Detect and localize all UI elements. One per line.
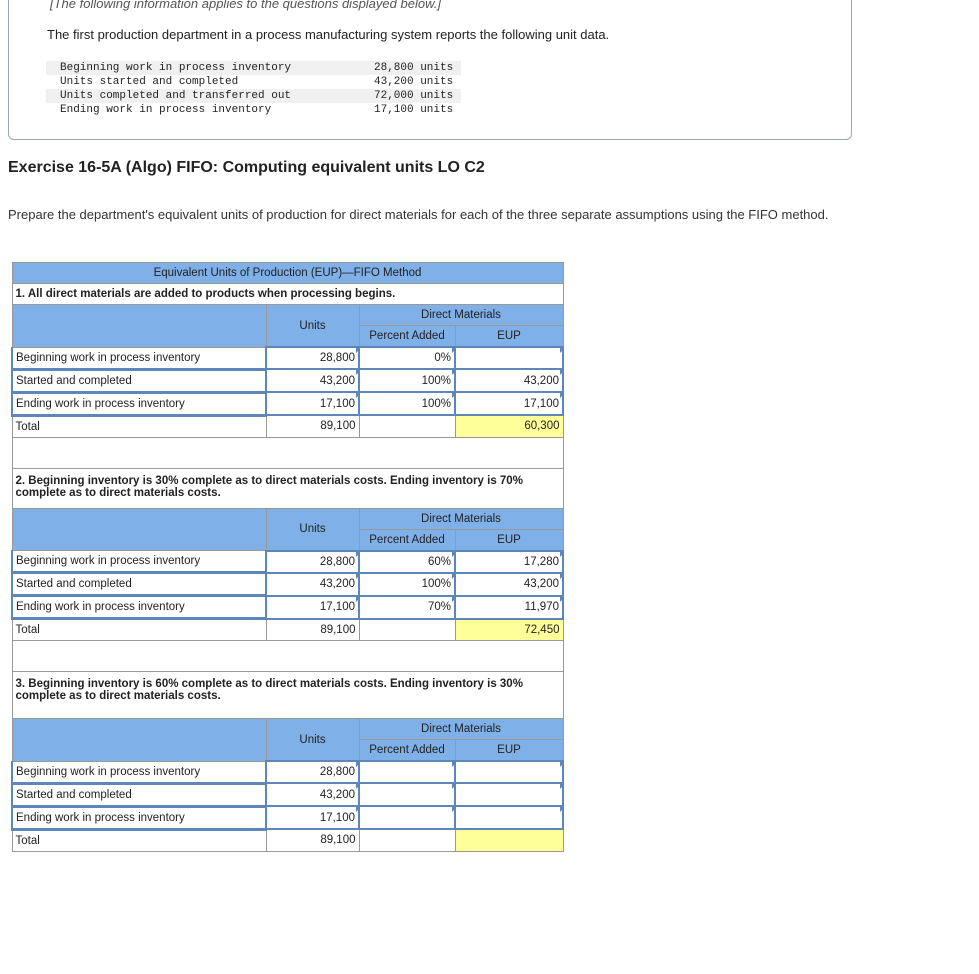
row-label: Beginning work in process inventory — [12, 761, 266, 783]
units-input[interactable]: 43,200 — [266, 369, 359, 392]
col-dm-header: Direct Materials — [359, 719, 563, 740]
eup-total — [455, 829, 563, 851]
eup-input[interactable] — [455, 806, 563, 829]
header-blank — [12, 305, 266, 348]
blank-cell — [359, 619, 455, 641]
eup-input[interactable]: 43,200 — [455, 369, 563, 392]
table-row — [12, 415, 563, 437]
eup-input[interactable] — [455, 783, 563, 806]
pct-input[interactable]: 0% — [359, 347, 455, 369]
table-row — [12, 783, 563, 806]
row-label: Started and completed — [12, 783, 266, 806]
pct-input[interactable]: 100% — [359, 573, 455, 596]
pct-input[interactable] — [359, 783, 455, 806]
col-units-header: Units — [266, 719, 359, 762]
question-3-text: 3. Beginning inventory is 60% complete as to direct materials costs. Ending inventory is 30% complete as to direct materials costs. — [12, 672, 563, 719]
pct-input[interactable]: 70% — [359, 596, 455, 619]
table-row — [12, 829, 563, 851]
units-input[interactable]: 17,100 — [266, 392, 359, 415]
unit-data-row — [46, 61, 461, 75]
col-pct-header: Percent Added — [359, 326, 455, 348]
units-input[interactable]: 43,200 — [266, 783, 359, 806]
eup-input[interactable] — [455, 347, 563, 369]
row-label: Started and completed — [12, 369, 266, 392]
table-row — [12, 573, 563, 596]
eup-input[interactable]: 17,280 — [455, 551, 563, 573]
spacer — [12, 641, 563, 672]
eup-worksheet — [11, 262, 564, 852]
units-total: 89,100 — [266, 415, 359, 437]
col-eup-header: EUP — [455, 326, 563, 348]
col-dm-header: Direct Materials — [359, 305, 563, 326]
table-row — [12, 596, 563, 619]
col-pct-header: Percent Added — [359, 740, 455, 762]
unit-data-value: 28,800 units — [374, 62, 454, 74]
header-blank — [12, 508, 266, 551]
eup-total: 72,450 — [455, 619, 563, 641]
row-label: Ending work in process inventory — [12, 596, 266, 619]
total-label: Total — [12, 829, 266, 851]
eup-input[interactable] — [455, 761, 563, 783]
table-row — [12, 551, 563, 573]
pct-input[interactable] — [359, 806, 455, 829]
unit-data-label: Units completed and transferred out — [60, 90, 292, 102]
unit-data-row — [46, 103, 461, 117]
unit-data-row — [46, 75, 461, 89]
instructions-text: Prepare the department's equivalent units of production for direct materials for each of the three separate assumptions using the FIFO method. — [8, 207, 829, 222]
blank-cell — [359, 415, 455, 437]
row-label: Beginning work in process inventory — [12, 551, 266, 573]
col-pct-header: Percent Added — [359, 529, 455, 551]
table-row — [12, 619, 563, 641]
total-label: Total — [12, 619, 266, 641]
col-eup-header: EUP — [455, 740, 563, 762]
pct-input[interactable]: 100% — [359, 369, 455, 392]
unit-data-value: 17,100 units — [374, 104, 454, 116]
unit-data-table — [46, 61, 461, 117]
unit-data-value: 43,200 units — [374, 76, 454, 88]
units-input[interactable]: 28,800 — [266, 761, 359, 783]
worksheet-header: Equivalent Units of Production (EUP)—FIFO Method — [12, 263, 563, 284]
row-label: Ending work in process inventory — [12, 806, 266, 829]
col-eup-header: EUP — [455, 529, 563, 551]
col-dm-header: Direct Materials — [359, 508, 563, 529]
pct-input[interactable]: 60% — [359, 551, 455, 573]
unit-data-label: Units started and completed — [60, 76, 239, 88]
row-label: Beginning work in process inventory — [12, 347, 266, 369]
table-row — [12, 392, 563, 415]
header-blank — [12, 719, 266, 762]
units-input[interactable]: 17,100 — [266, 806, 359, 829]
eup-input[interactable]: 17,100 — [455, 392, 563, 415]
table-row — [12, 369, 563, 392]
total-label: Total — [12, 415, 266, 437]
units-input[interactable]: 28,800 — [266, 347, 359, 369]
units-input[interactable]: 17,100 — [266, 596, 359, 619]
question-1-text: 1. All direct materials are added to products when processing begins. — [12, 284, 563, 305]
pct-input[interactable] — [359, 761, 455, 783]
blank-cell — [359, 829, 455, 851]
spacer — [12, 437, 563, 468]
table-row — [12, 347, 563, 369]
unit-data-label: Beginning work in process inventory — [60, 62, 292, 74]
eup-input[interactable]: 11,970 — [455, 596, 563, 619]
pct-input[interactable]: 100% — [359, 392, 455, 415]
info-intro: The first production department in a process manufacturing system reports the following unit data. — [47, 27, 610, 42]
eup-input[interactable]: 43,200 — [455, 573, 563, 596]
units-total: 89,100 — [266, 829, 359, 851]
exercise-title: Exercise 16-5A (Algo) FIFO: Computing equivalent units LO C2 — [8, 159, 485, 176]
row-label: Ending work in process inventory — [12, 392, 266, 415]
info-cut-text: [The following information applies to the questions displayed below.] — [50, 0, 441, 11]
units-input[interactable]: 43,200 — [266, 573, 359, 596]
unit-data-value: 72,000 units — [374, 90, 454, 102]
unit-data-label: Ending work in process inventory — [60, 104, 272, 116]
question-2-text: 2. Beginning inventory is 30% complete as to direct materials costs. Ending inventory is 70% complete as to direct materials costs. — [12, 468, 563, 508]
col-units-header: Units — [266, 305, 359, 348]
eup-total: 60,300 — [455, 415, 563, 437]
row-label: Started and completed — [12, 573, 266, 596]
unit-data-row — [46, 89, 461, 103]
table-row — [12, 761, 563, 783]
table-row — [12, 806, 563, 829]
units-total: 89,100 — [266, 619, 359, 641]
col-units-header: Units — [266, 508, 359, 551]
units-input[interactable]: 28,800 — [266, 551, 359, 573]
